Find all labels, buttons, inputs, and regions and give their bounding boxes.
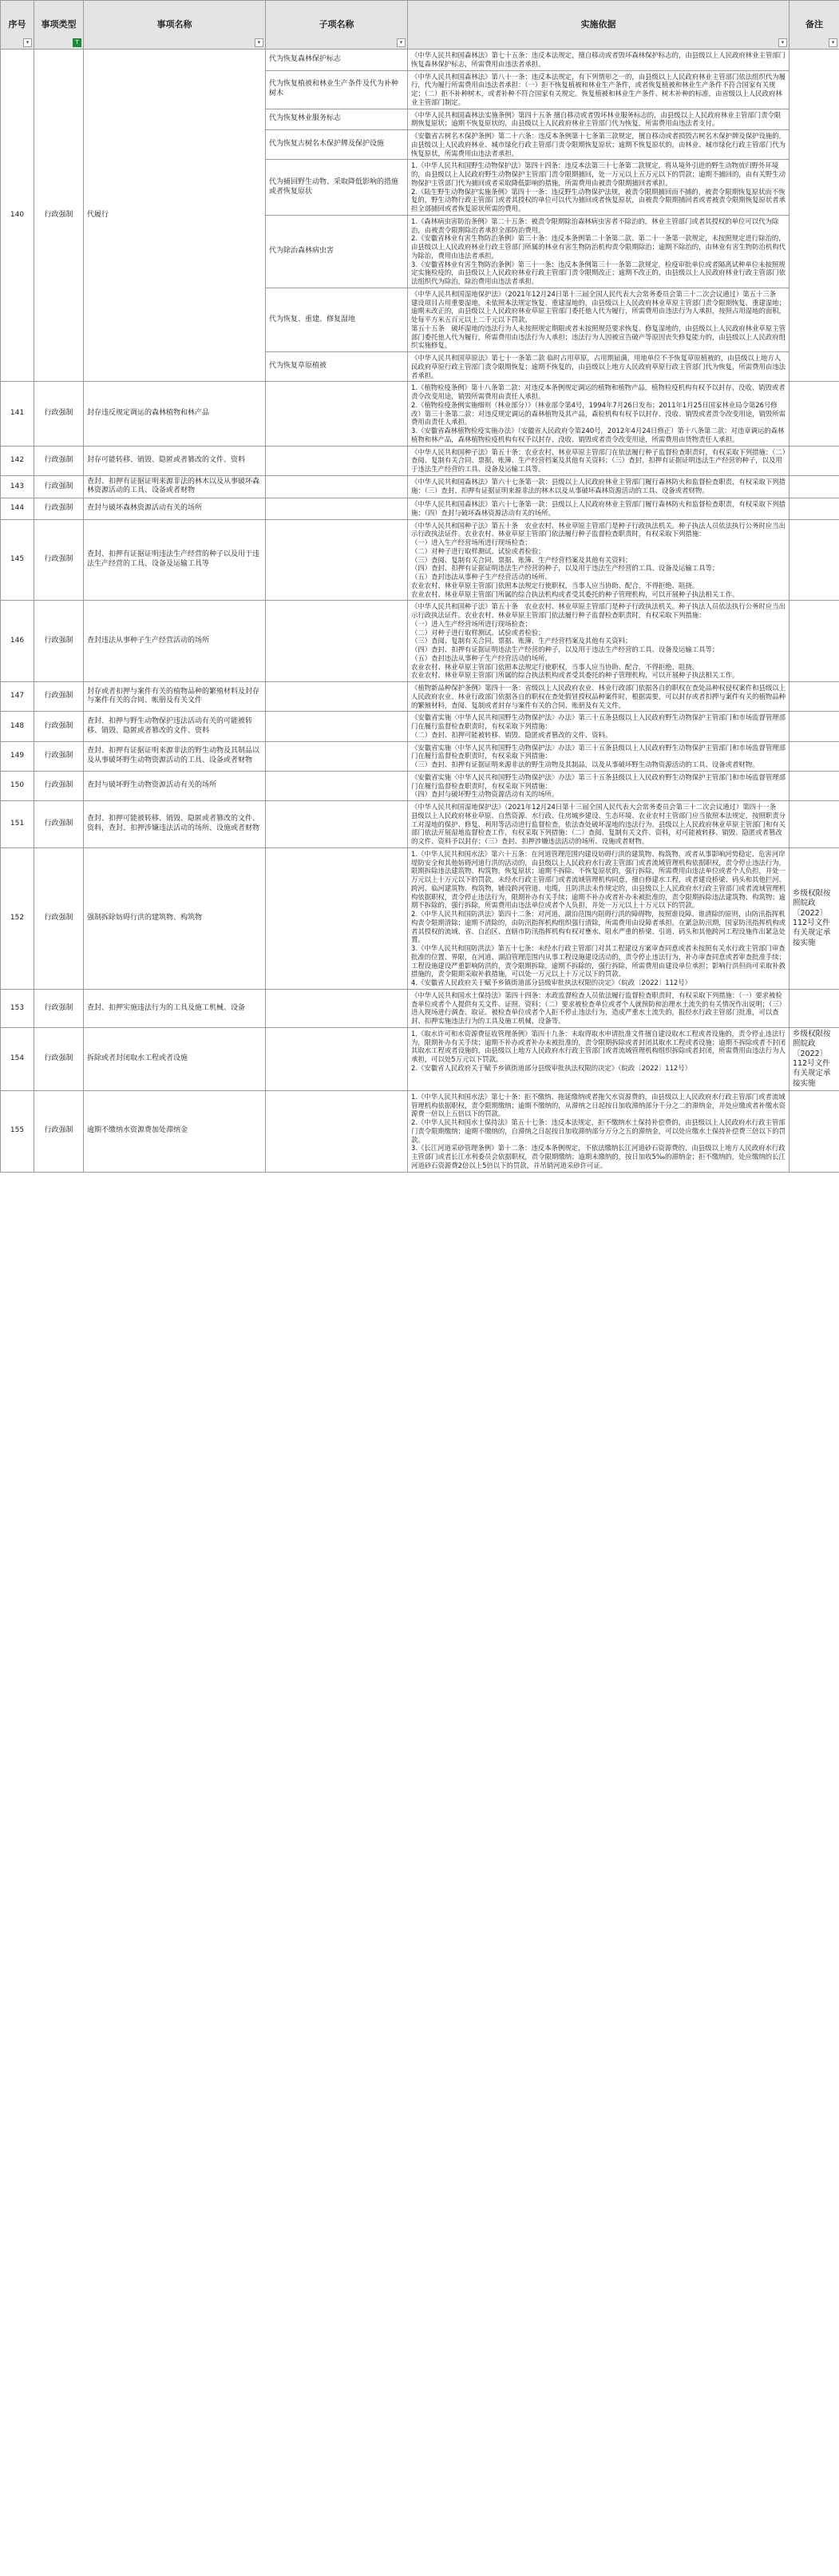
row-number: 154 [1, 1027, 34, 1090]
sub-item-name [266, 601, 408, 682]
remark: 乡级权限按照皖政〔2022〕112号文件有关规定承接实施 [790, 847, 839, 989]
item-type: 行政强制 [34, 519, 84, 601]
legal-basis: 《安徽省实施〈中华人民共和国野生动物保护法〉办法》第三十五条县级以上人民政府野生动物保护主管部门和市场监督管理部门在履行监督检查职责时，有权采取下列措施： （三）查封、扣押有证据证明来源非法的野生动物及其制品，以及从事破坏野生动物资源活动的工具、设备或者财物。 [408, 741, 790, 771]
filter-dropdown-icon[interactable]: T [73, 38, 81, 47]
table-row [1, 519, 839, 601]
header-label: 子项名称 [319, 18, 354, 30]
remark [790, 519, 839, 601]
table-row [1, 446, 839, 475]
remark [790, 446, 839, 475]
legal-basis: 1.《森林病虫害防治条例》第二十五条：被责令限期除治森林病虫害者不除治的，林业主管部门或者其授权的单位可以代为除治，由被责令限期除治者承担全部防治费用。 2.《安徽省林业有害生物防治条例》第三十条：违反本条例第二十条第二款、第二十一条第一款规定，未按照规定进行除治的，由县级以上人民政府林业行政主管部门所属的林业有害生物防治机构责令限期除治；逾期不除治的，由林业有害生物防治机构代为除治，费用由违法者承担。 3.《安徽省林业有害生物防治条例》第三十一条：违反本条例第三十一条第二款规定，检疫审批单位或者隔离试种单位未按照规定实施检疫的，由县级以上人民政府林业行政主管部门责令限期改正；逾期不改正的，由县级以上人民政府林业行政主管部门依法组织代为除治，除治费用由违法者承担。 [408, 215, 790, 288]
item-name: 封存违反规定调运的森林植物和林产品 [84, 382, 266, 446]
header-label: 序号 [8, 18, 26, 30]
table-row [1, 801, 839, 848]
sub-item-name: 代为捕回野生动物、采取降低影响的措施或者恢复原状 [266, 160, 408, 216]
item-type: 行政强制 [34, 1090, 84, 1172]
item-name: 拆除或者封闭取水工程或者设施 [84, 1027, 266, 1090]
item-name: 查封、扣押实施违法行为的工具及施工机械、设备 [84, 989, 266, 1027]
sub-item-name: 代为恢复森林保护标志 [266, 50, 408, 71]
legal-basis: 《中华人民共和国种子法》第五十条 农业农村、林业草原主管部门是种子行政执法机关。种子执法人员依法执行公务时应当出示行政执法证件。农业农村、林业草原主管部门依法履行种子监督检查职责时，有权采取下列措施： （一）进入生产经营场所进行现场检查； （二）对种子进行取样测试、试验或者检验； （三）查阅、复制有关合同、票据、账簿、生产经营档案及其他有关资料； （四）查封、扣押有证据证明违法生产经营的种子，以及用于违法生产经营的工具、设备及运输工具等； （五）查封违法从事种子生产经营活动的场所。 农业农村、林业草原主管部门依照本法规定行使职权，当事人应当协助、配合，不得拒绝、阻挠。 农业农村、林业草原主管部门所属的综合执法机构或者受其委托的种子管理机构，可以开展种子执法相关工作。 [408, 519, 790, 601]
table-row [1, 498, 839, 520]
legal-basis: 1.《中华人民共和国水法》第七十条：拒不缴纳、拖延缴纳或者拖欠水资源费的，由县级以上人民政府水行政主管部门或者流域管理机构依据职权，责令限期缴纳；逾期不缴纳的，从滞纳之日起按日加收滞纳部分千分之二的滞纳金，并处应缴或者补缴水资源费一倍以上五倍以下的罚款。 2.《中华人民共和国水土保持法》第五十七条：违反本法规定，拒不缴纳水土保持补偿费的，由县级以上人民政府水行政主管部门责令限期缴纳；逾期不缴纳的，自滞纳之日起按日加收滞纳部分万分之五的滞纳金，可以处应缴水土保持补偿费三倍以下的罚款。 3.《长江河道采砂管理条例》第十二条：违反本条例规定，不依法缴纳长江河道砂石资源费的，由县级以上地方人民政府水行政主管部门或者长江水利委员会依据职权，责令限期缴纳；逾期未缴纳的，按日加收5‰的滞纳金；拒不缴纳的，处应缴纳的长江河道砂石资源费2倍以上5倍以下的罚款，并吊销河道采砂许可证。 [408, 1090, 790, 1172]
item-type: 行政强制 [34, 498, 84, 520]
table-row [1, 1027, 839, 1090]
sub-item-name [266, 989, 408, 1027]
sub-item-name [266, 847, 408, 989]
sub-item-name [266, 712, 408, 741]
item-name: 查封、扣押可能被转移、销毁、隐匿或者篡改的文件、资料，查封、扣押涉嫌违法活动的场所、设施或者财物 [84, 801, 266, 848]
remark [790, 382, 839, 446]
row-number: 146 [1, 601, 34, 682]
row-number: 150 [1, 771, 34, 800]
item-name: 查封、扣押有证据证明违法生产经营的种子以及用于违法生产经营的工具、设备及运输工具等 [84, 519, 266, 601]
item-type: 行政强制 [34, 801, 84, 848]
table-row [1, 601, 839, 682]
item-type: 行政强制 [34, 682, 84, 712]
item-name: 逾期不缴纳水资源费加处滞纳金 [84, 1090, 266, 1172]
legal-basis: 1.《中华人民共和国水法》第六十五条：在河道管理范围内建设妨碍行洪的建筑物、构筑物，或者从事影响河势稳定、危害河岸堤防安全和其他妨碍河道行洪的活动的，由县级以上人民政府水行政主管部门或者流域管理机构依据职权，责令停止违法行为，限期拆除违法建筑物、构筑物，恢复原状；逾期不拆除、不恢复原状的，强行拆除，所需费用由违法单位或者个人负担，并处一万元以上十万元以下的罚款。未经水行政主管部门或者流域管理机构同意，擅自修建水工程，或者建设桥梁、码头和其他拦河、跨河、临河建筑物、构筑物，铺设跨河管道、电缆，且防洪法未作规定的，由县级以上人民政府水行政主管部门或者流域管理机构依据职权，责令停止违法行为，限期补办有关手续；逾期不补办或者补办未被批准的，责令限期拆除违法建筑物、构筑物；逾期不拆除的，强行拆除，所需费用由违法单位或者个人负担，并处一万元以上十万元以下的罚款。 2.《中华人民共和国防洪法》第四十二条：对河道、湖泊范围内阻碍行洪的障碍物，按照谁设障、谁清除的原则，由防汛指挥机构责令限期清除；逾期不清除的，由防汛指挥机构组织强行清除，所需费用由设障者承担。在紧急防汛期，国家防汛指挥机构或者其授权的流域、省、自治区、直辖市防汛指挥机构有权对壅水、阻水严重的桥梁、引道、码头和其他跨河工程设施作出紧急处置。 3.《中华人民共和国防洪法》第五十七条：未经水行政主管部门对其工程建设方案审查同意或者未按照有关水行政主管部门审查批准的位置、界限，在河道、湖泊管理范围内从事工程设施建设活动的，责令停止违法行为，补办审查同意或者审查批准手续；工程设施建设严重影响防洪的，责令限期拆除，逾期不拆除的，强行拆除，所需费用由建设单位承担；影响行洪但尚可采取补救措施的，责令限期采取补救措施，可以处一万元以上十万元以下的罚款。 4.《安徽省人民政府关于赋予乡镇街道部分县级审批执法权限的决定》（皖政〔2022〕112号） [408, 847, 790, 989]
row-number: 143 [1, 475, 34, 498]
sub-item-name: 代为恢复林业服务标志 [266, 109, 408, 130]
filter-dropdown-icon[interactable]: ▾ [397, 38, 406, 47]
item-type: 行政强制 [34, 601, 84, 682]
sub-item-name: 代为恢复古树名木保护牌及保护设施 [266, 130, 408, 160]
filter-dropdown-icon[interactable]: ▾ [829, 38, 837, 47]
sub-item-name: 代为恢复植被和林业生产条件及代为补种树木 [266, 70, 408, 109]
item-type: 行政强制 [34, 446, 84, 475]
remark [790, 712, 839, 741]
item-name: 封存或者扣押与案件有关的植物品种的繁殖材料及封存与案件有关的合同、帐册及有关文件 [84, 682, 266, 712]
legal-basis: 1.《植物检疫条例》第十八条第二款：对违反本条例规定调运的植物和植物产品，植物检疫机构有权予以封存、没收、销毁或者责令改变用途，销毁所需费用由责任人承担。 2.《植物检疫条例实施细则（林业部分）》（林业部令第4号，1994年7月26日发布；2011年1月25日国家林业局令第26号修改）第三十条第二款：对违反规定调运的森林植物及其产品，森检机构有权予以封存、没收、销毁或者责令改变用途，销毁所需费用由责任人承担。 3.《安徽省森林植物检疫实施办法》（安徽省人民政府令第240号，2012年4月24日修正）第十八条第二款：对违章调运的森林植物和林产品，森林植物检疫机构有权予以封存、没收、销毁或者责令改变用途，所需费用由货物责任人承担。 [408, 382, 790, 446]
item-name: 封存可能转移、销毁、隐匿或者篡改的文件、资料 [84, 446, 266, 475]
row-number: 149 [1, 741, 34, 771]
row-number: 151 [1, 801, 34, 848]
header-label: 实施依据 [580, 18, 616, 30]
table-row [1, 50, 839, 71]
legal-basis: 《安徽省实施〈中华人民共和国野生动物保护法〉办法》第三十五条县级以上人民政府野生动物保护主管部门和市场监督管理部门在履行监督检查职责时，有权采取下列措施： （四）查封与破坏野生动物资源活动有关的场所。 [408, 771, 790, 800]
legal-basis: 《中华人民共和国种子法》第五十条：农业农村、林业草原主管部门在依法履行种子监督检查职责时，有权采取下列措施：（二）查阅、复制有关合同、票据、账簿、生产经营档案及其他有关资料；（三）查封、扣押有证据证明违法生产经营的种子，以及用于违法生产经营的工具、设备及运输工具等。 [408, 446, 790, 475]
legal-basis: 《安徽省古树名木保护条例》第二十六条：违反本条例第十七条第三款规定，擅自移动或者损毁古树名木保护牌及保护设施的，由县级以上人民政府林业、城市绿化行政主管部门责令限期恢复原状；逾期不恢复原状的，由林业、城市绿化行政主管部门代为恢复原状，所需费用由违法者承担。 [408, 130, 790, 160]
col-header-note [790, 1, 839, 50]
item-type: 行政强制 [34, 771, 84, 800]
row-number: 148 [1, 712, 34, 741]
remark [790, 771, 839, 800]
remark [790, 475, 839, 498]
header-label: 事项名称 [156, 18, 192, 30]
row-number: 142 [1, 446, 34, 475]
filter-dropdown-icon[interactable]: ▾ [778, 38, 787, 47]
row-number: 145 [1, 519, 34, 601]
sub-item-name: 代为恢复、重建、修复湿地 [266, 288, 408, 351]
table-row [1, 475, 839, 498]
col-header-type [34, 1, 84, 50]
item-type: 行政强制 [34, 50, 84, 382]
item-name: 代履行 [84, 50, 266, 382]
table-row [1, 382, 839, 446]
table-row [1, 847, 839, 989]
col-header-name [84, 1, 266, 50]
table-row [1, 741, 839, 771]
sub-item-name: 代为除治森林病虫害 [266, 215, 408, 288]
legal-basis: 《安徽省实施〈中华人民共和国野生动物保护法〉办法》第三十五条县级以上人民政府野生动物保护主管部门和市场监督管理部门在履行监督检查职责时，有权采取下列措施： （二）查封、扣押可能被转移、销毁、隐匿或者篡改的文件、资料。 [408, 712, 790, 741]
legal-basis: 《中华人民共和国森林法》第八十一条：违反本法规定，有下列情形之一的，由县级以上人民政府林业主管部门依法组织代为履行，代为履行所需费用由违法者承担：（一）拒不恢复植被和林业生产条件，或者恢复植被和林业生产条件不符合国家有关规定；（二）拒不补种树木，或者补种不符合国家有关规定。恢复植被和林业生产条件、树木补种的标准，由省级以上人民政府林业主管部门制定。 [408, 70, 790, 109]
item-type: 行政强制 [34, 1027, 84, 1090]
remark [790, 601, 839, 682]
legal-basis: 《植物新品种保护条例》第四十一条：省级以上人民政府农业、林业行政部门依据各自的职权在查处品种权侵权案件和县级以上人民政府农业、林业行政部门依据各自的职权在查处假冒授权品种案件时，根据需要，可以封存或者扣押与案件有关的植物品种的繁殖材料，查阅、复制或者封存与案件有关的合同、账册及有关文件。 [408, 682, 790, 712]
header-label: 备注 [805, 18, 823, 30]
sub-item-name [266, 475, 408, 498]
table-row [1, 712, 839, 741]
item-type: 行政强制 [34, 847, 84, 989]
legal-basis: 1.《中华人民共和国野生动物保护法》第四十四条：违反本法第三十七条第二款规定，将从境外引进的野生动物放归野外环境的，由县级以上人民政府野生动物保护主管部门责令限期捕回，处一万元以上五万元以下的罚款；逾期不捕回的，由有关野生动物保护主管部门代为捕回或者采取降低影响的措施，所需费用由被责令限期捕回者承担。 2.《陆生野生动物保护实施条例》第四十一条：违反野生动物保护法规，被责令限期捕回而不捕的，被责令限期恢复原状而不恢复的，野生动物行政主管部门或者其授权的单位可以代为捕回或者恢复原状，由被责令限期捕回者或者被责令限期恢复原状者承担全部捕回或者恢复原状所需的费用。 [408, 160, 790, 216]
table-row [1, 989, 839, 1027]
item-name: 强制拆除妨碍行洪的建筑物、构筑物 [84, 847, 266, 989]
legal-basis: 《中华人民共和国森林法》第六十七条第一款：县级以上人民政府林业主管部门履行森林防火和监督检查职责，有权采取下列措施：（三）查封、扣押有证据证明来源非法的林木以及从事破坏森林资源活动的工具、设备或者财物。 [408, 475, 790, 498]
table-row [1, 1090, 839, 1172]
legal-basis: 《中华人民共和国森林法》第七十五条：违反本法规定，擅自移动或者毁坏森林保护标志的，由县级以上人民政府林业主管部门恢复森林保护标志，所需费用由违法者承担。 [408, 50, 790, 71]
legal-basis: 《中华人民共和国森林法》第六十七条第一款：县级以上人民政府林业主管部门履行森林防火和监督检查职责，有权采取下列措施：（四）查封与破坏森林资源活动有关的场所。 [408, 498, 790, 520]
remark: 乡级权限按照皖政〔2022〕112号文件有关规定承接实施 [790, 1027, 839, 1090]
regulation-table [0, 0, 839, 1173]
remark [790, 1090, 839, 1172]
legal-basis: 1.《取水许可和水资源费征收管理条例》第四十九条：未取得取水申请批准文件擅自建设取水工程或者设施的，责令停止违法行为，限期补办有关手续；逾期不补办或者补办未被批准的，责令限期拆除或者封闭其取水工程或者设施；逾期不拆除或者不封闭其取水工程或者设施的，由县级以上地方人民政府水行政主管部门或者流域管理机构组织拆除或者封闭，所需费用由违法行为人承担，可以处5万元以下罚款。 2.《安徽省人民政府关于赋予乡镇街道部分县级审批执法权限的决定》（皖政〔2022〕112号） [408, 1027, 790, 1090]
legal-basis: 《中华人民共和国湿地保护法》（2021年12月24日第十三届全国人民代表大会常务委员会第三十二次会议通过）第四十一条 县级以上人民政府林业草原、自然资源、水行政、住房城乡建设、生态环境、农业农村主管部门应当依照本法规定，按照职责分工对湿地的保护、修复、利用等活动进行监督检查，依法查处破坏湿地的违法行为。县级以上人民政府林业草原主管部门和有关部门依法开展湿地监督检查工作，有权采取下列措施：（二）查阅、复制有关文件、资料，对可能被转移、销毁、隐匿或者篡改的文件、资料予以封存；（三）查封、扣押涉嫌违法活动的场所、设施或者财物。 [408, 801, 790, 848]
sub-item-name [266, 382, 408, 446]
filter-dropdown-icon[interactable]: ▾ [23, 38, 32, 47]
legal-basis: 《中华人民共和国种子法》第五十条 农业农村、林业草原主管部门是种子行政执法机关。种子执法人员依法执行公务时应当出示行政执法证件。农业农村、林业草原主管部门依法履行种子监督检查职责时，有权采取下列措施： （一）进入生产经营场所进行现场检查； （二）对种子进行取样测试、试验或者检验； （三）查阅、复制有关合同、票据、账簿、生产经营档案及其他有关资料； （四）查封、扣押有证据证明违法生产经营的种子，以及用于违法生产经营的工具、设备及运输工具等； （五）查封违法从事种子生产经营活动的场所。 农业农村、林业草原主管部门依照本法规定行使职权，当事人应当协助、配合，不得拒绝、阻挠。 农业农村、林业草原主管部门所属的综合执法机构或者受其委托的种子管理机构，可以开展种子执法相关工作。 [408, 601, 790, 682]
item-type: 行政强制 [34, 475, 84, 498]
table-row [1, 682, 839, 712]
row-number: 152 [1, 847, 34, 989]
row-number: 147 [1, 682, 34, 712]
remark [790, 989, 839, 1027]
legal-basis: 《中华人民共和国森林法实施条例》第四十五条 擅自移动或者毁坏林业服务标志的，由县级以上人民政府林业主管部门责令限期恢复原状；逾期不恢复原状的，由县级以上人民政府林业主管部门代为恢复，所需费用由违法者支付。 [408, 109, 790, 130]
col-header-no [1, 1, 34, 50]
sub-item-name [266, 801, 408, 848]
sub-item-name [266, 1027, 408, 1090]
legal-basis: 《中华人民共和国湿地保护法》（2021年12月24日第十三届全国人民代表大会常务委员会第三十二次会议通过）第五十三条 建设项目占用重要湿地，未依照本法规定恢复、重建湿地的，由县级以上人民政府林业草原主管部门责令限期恢复、重建湿地；逾期未改正的，由县级以上人民政府林业草原主管部门委托他人代为履行，所需费用由违法行为人承担，按照占用湿地的面积，处每平方米五百元以上二千元以下罚款。 第五十五条 破坏湿地的违法行为人未按照规定期限或者未按照规范要求恢复、修复湿地的，由县级以上人民政府林业草原主管部门委托他人代为履行，所需费用由违法行为人承担；违法行为人因被宣告破产等原因丧失修复能力的，由县级以上人民政府组织实施修复。 [408, 288, 790, 351]
row-number: 153 [1, 989, 34, 1027]
sub-item-name [266, 682, 408, 712]
remark [790, 498, 839, 520]
filter-dropdown-icon[interactable]: ▾ [255, 38, 263, 47]
sub-item-name [266, 771, 408, 800]
row-number: 141 [1, 382, 34, 446]
item-name: 查封与破坏森林资源活动有关的场所 [84, 498, 266, 520]
table-body [1, 50, 839, 1173]
item-type: 行政强制 [34, 741, 84, 771]
table-row [1, 771, 839, 800]
row-number: 144 [1, 498, 34, 520]
sub-item-name [266, 519, 408, 601]
sub-item-name [266, 1090, 408, 1172]
remark [790, 50, 839, 382]
sub-item-name [266, 498, 408, 520]
header-label: 事项类型 [41, 18, 77, 30]
remark [790, 801, 839, 848]
item-name: 查封、扣押有证据证明来源非法的林木以及从事破坏森林资源活动的工具、设备或者财物 [84, 475, 266, 498]
remark [790, 682, 839, 712]
legal-basis: 《中华人民共和国水土保持法》第四十四条：水政监督检查人员依法履行监督检查职责时，有权采取下列措施：（一）要求被检查单位或者个人提供有关文件、证照、资料；（二）要求被检查单位或者个人就预防和治理水土流失的有关情况作出说明；（三）进入现场进行调查、取证。被检查单位或者个人拒不停止违法行为，造成严重水土流失的，报经水行政主管部门批准，可以查封、扣押实施违法行为的工具及施工机械、设备等。 [408, 989, 790, 1027]
table-header [1, 1, 839, 50]
item-name: 查封违法从事种子生产经营活动的场所 [84, 601, 266, 682]
sub-item-name [266, 446, 408, 475]
legal-basis: 《中华人民共和国草原法》第七十一条第二款 临时占用草原，占用期届满，用地单位不予恢复草原植被的，由县级以上地方人民政府草原行政主管部门责令限期恢复；逾期不恢复的，由县级以上地方人民政府草原行政主管部门代为恢复，所需费用由违法者承担。 [408, 352, 790, 382]
item-name: 查封、扣押与野生动物保护违法活动有关的可能被转移、销毁、隐匿或者篡改的文件、资料 [84, 712, 266, 741]
item-type: 行政强制 [34, 989, 84, 1027]
item-name: 查封、扣押有证据证明来源非法的野生动物及其制品以及从事破坏野生动物资源活动的工具、设备或者财物 [84, 741, 266, 771]
row-number: 140 [1, 50, 34, 382]
item-type: 行政强制 [34, 382, 84, 446]
sub-item-name [266, 741, 408, 771]
remark [790, 741, 839, 771]
item-type: 行政强制 [34, 712, 84, 741]
item-name: 查封与破坏野生动物资源活动有关的场所 [84, 771, 266, 800]
sub-item-name: 代为恢复草原植被 [266, 352, 408, 382]
row-number: 155 [1, 1090, 34, 1172]
col-header-sub [266, 1, 408, 50]
col-header-basis [408, 1, 790, 50]
